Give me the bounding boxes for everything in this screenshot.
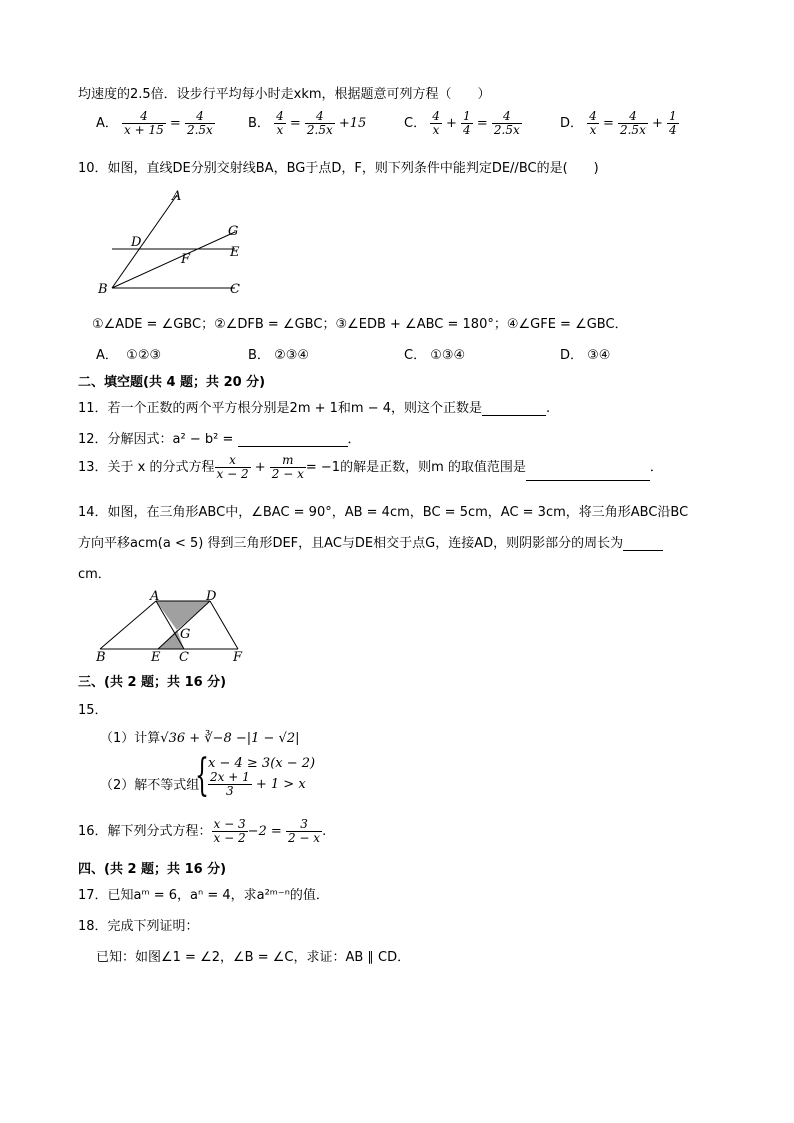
q10-option-d[interactable]: D． ③④ bbox=[560, 348, 611, 363]
option-label: B． bbox=[248, 116, 270, 131]
q10-option-a[interactable]: A． ①②③ bbox=[96, 348, 162, 363]
q14-line2: 方向平移acm(a < 5) 得到三角形DEF，且AC与DE相交于点G，连接AD，则阴影部分的周长为 bbox=[78, 532, 663, 551]
fraction: $\frac{1}{4}$ bbox=[463, 109, 471, 137]
q13: 13．关于 x 的分式方程 $\frac{x}{x - 2}$ + $\frac{m}{2 - x}$ = −1的解是正数，则m 的取值范围是 ． bbox=[78, 453, 663, 481]
q9-option-c[interactable]: C． $\frac{4}{x}$ + $\frac{1}{4}$ = $\frac{4}{2.5x}$ bbox=[404, 109, 520, 137]
q18-given: 已知：如图∠1 = ∠2，∠B = ∠C，求证：AB ∥ CD． bbox=[96, 950, 411, 965]
q17: 17．已知aᵐ = 6，aⁿ = 4，求a²ᵐ⁻ⁿ的值． bbox=[78, 888, 329, 903]
fraction: $\frac{4}{2.5x}$ bbox=[619, 109, 646, 137]
q16: 16．解下列分式方程： $\frac{x - 3}{x - 2}$ −2 = $\frac{3}{2 - x}$ . bbox=[78, 817, 327, 845]
point-label-e: E bbox=[151, 650, 161, 665]
q12: 12．分解因式：a² − b² = ． bbox=[78, 432, 361, 447]
point-label-b: B bbox=[98, 282, 108, 297]
q10-conditions: ①∠ADE = ∠GBC；②∠DFB = ∠GBC；③∠EDB + ∠ABC = 180°；④∠GFE = ∠GBC． bbox=[92, 317, 628, 332]
point-label-a: A bbox=[150, 589, 160, 604]
point-label-d: D bbox=[206, 589, 217, 604]
q9-option-b[interactable]: B． $\frac{4}{x}$ = $\frac{4}{2.5x}$ +15 bbox=[248, 109, 367, 137]
point-label-f: F bbox=[181, 252, 191, 267]
fraction: $\frac{1}{4}$ bbox=[669, 109, 677, 137]
answer-blank[interactable] bbox=[482, 415, 546, 416]
fraction: $\frac{4}{2.5x}$ bbox=[493, 109, 520, 137]
point-label-g: G bbox=[180, 627, 191, 642]
point-label-b: B bbox=[96, 650, 106, 665]
fraction: $\frac{4}{2.5x}$ bbox=[186, 109, 213, 137]
point-label-f: F bbox=[233, 650, 243, 665]
option-label: D． bbox=[560, 116, 584, 131]
answer-blank[interactable] bbox=[623, 550, 663, 551]
q10-option-b[interactable]: B． ②③④ bbox=[248, 348, 310, 363]
answer-blank[interactable] bbox=[238, 446, 348, 447]
q18-title: 18．完成下列证明： bbox=[78, 919, 199, 934]
q9-option-d[interactable]: D． $\frac{4}{x}$ = $\frac{4}{2.5x}$ + $\frac{1}{4}$ bbox=[560, 109, 677, 137]
fraction: $\frac{4}{x}$ bbox=[432, 109, 440, 137]
q14-figure bbox=[88, 588, 258, 668]
point-label-g: G bbox=[228, 224, 239, 239]
fraction: $\frac{4}{x}$ bbox=[276, 109, 284, 137]
q10-option-c[interactable]: C． ①③④ bbox=[404, 348, 466, 363]
point-label-c: C bbox=[179, 650, 189, 665]
fraction: $\frac{4}{x}$ bbox=[589, 109, 597, 137]
section-heading: 三、(共 2 题；共 16 分) bbox=[78, 675, 227, 690]
q14-line1: 14．如图，在三角形ABC中，∠BAC = 90°，AB = 4cm，BC = 5cm，AC = 3cm，将三角形ABC沿BC bbox=[78, 505, 689, 520]
option-label: C． bbox=[404, 116, 427, 131]
section-heading: 二、填空题(共 4 题；共 20 分) bbox=[78, 375, 266, 390]
q14-line3: cm． bbox=[78, 567, 111, 582]
answer-blank[interactable] bbox=[526, 480, 650, 481]
fraction: $\frac{4}{x + 15}$ bbox=[124, 109, 164, 137]
q10-stem: 10．如图，直线DE分别交射线BA，BG于点D，F，则下列条件中能判定DE//BC的是( ) bbox=[78, 161, 599, 176]
point-label-d: D bbox=[131, 235, 142, 250]
q9-tail-text: 均速度的2.5倍．设步行平均每小时走xkm，根据题意可列方程（ ） bbox=[78, 87, 491, 102]
section-heading: 四、(共 2 题；共 16 分) bbox=[78, 862, 227, 877]
q15-part1: （1）计算√36 + ∛−8 −|1 − √2| bbox=[100, 731, 300, 746]
option-label: A． bbox=[96, 116, 118, 131]
q10-figure bbox=[90, 185, 260, 300]
point-label-e: E bbox=[230, 245, 240, 260]
q9-option-a[interactable]: A． $\frac{4}{x + 15}$ = $\frac{4}{2.5x}$ bbox=[96, 109, 213, 137]
point-label-c: C bbox=[230, 282, 240, 297]
q11: 11．若一个正数的两个平方根分别是2m + 1和m − 4，则这个正数是 . bbox=[78, 401, 551, 416]
q15-number: 15． bbox=[78, 703, 108, 718]
fraction: $\frac{4}{2.5x}$ bbox=[306, 109, 333, 137]
point-label-a: A bbox=[172, 189, 182, 204]
